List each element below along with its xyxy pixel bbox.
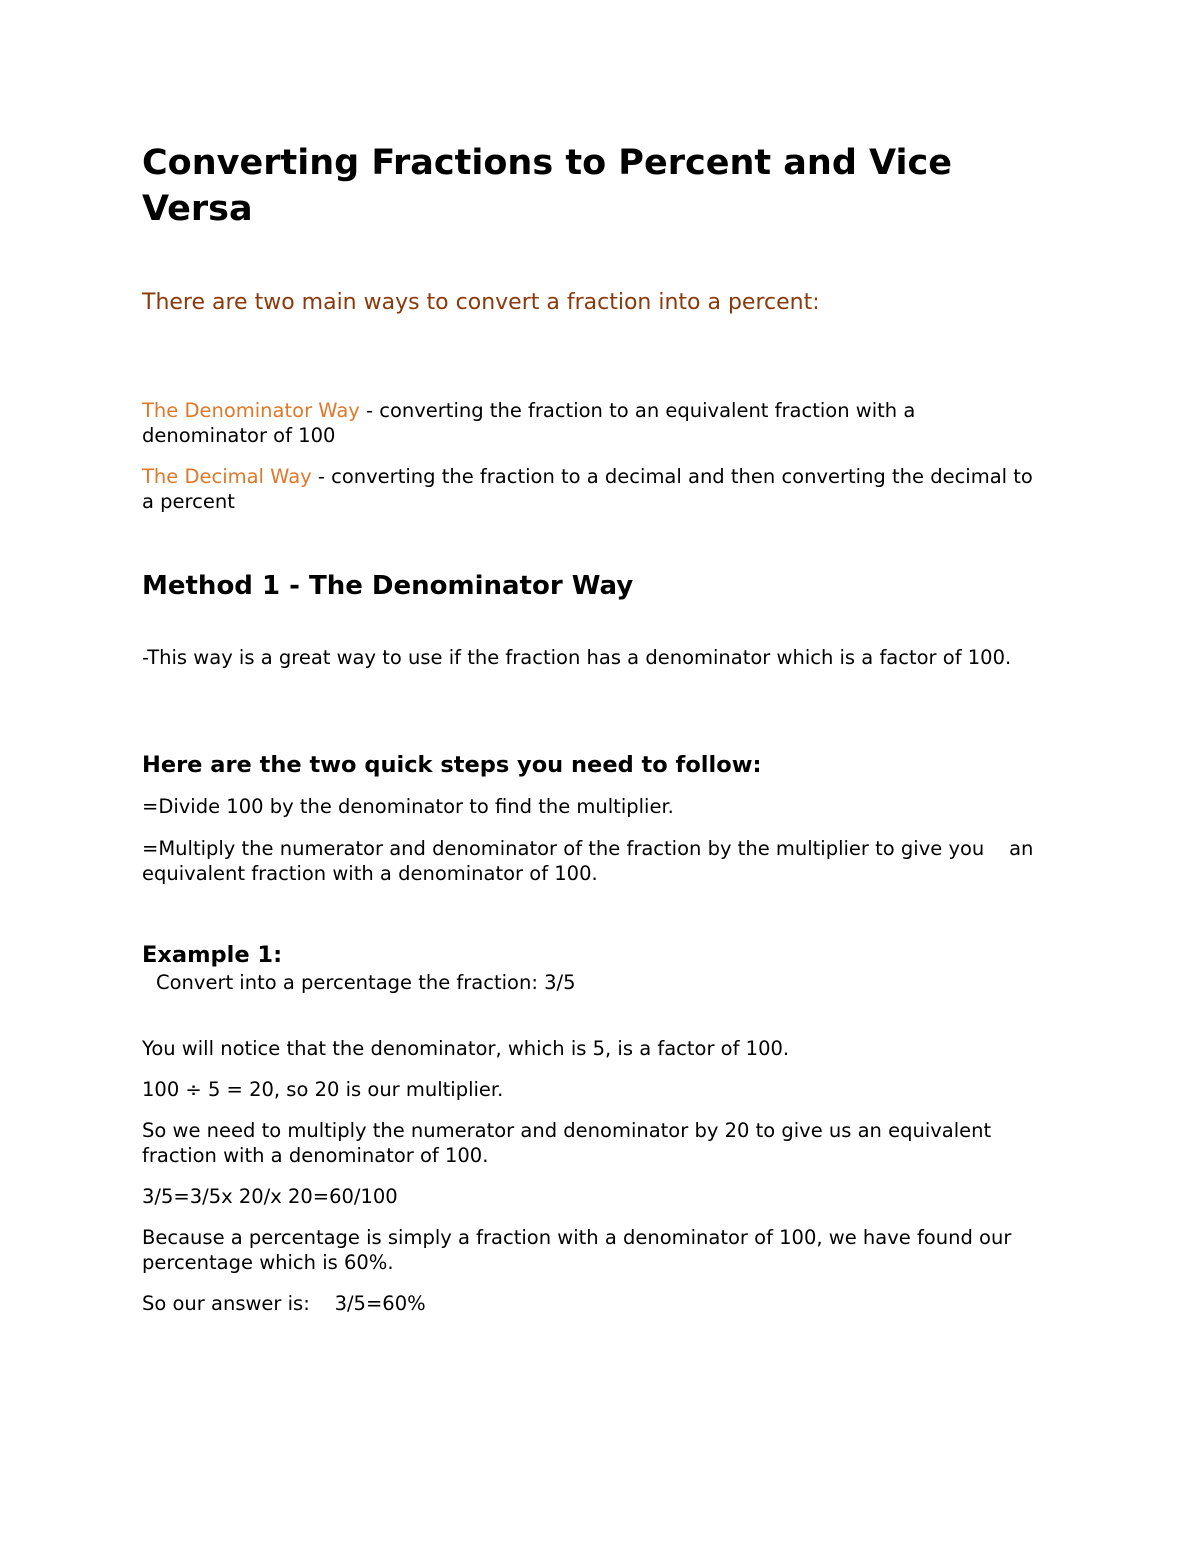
step-2: =Multiply the numerator and denominator of the fraction by the multiplier to give you an equivalent fraction with a denominator of 100. bbox=[142, 837, 1034, 885]
document-title: Converting Fractions to Percent and Vice Versa bbox=[142, 143, 953, 229]
way-denominator-name: The Denominator Way bbox=[142, 399, 360, 422]
example1-answer: So our answer is: 3/5=60% bbox=[142, 1292, 426, 1315]
example1-line-2: 100 ÷ 5 = 20, so 20 is our multiplier. bbox=[142, 1078, 504, 1101]
step-1: =Divide 100 by the denominator to find the multiplier. bbox=[142, 795, 674, 818]
example1-line-4: 3/5=3/5x 20/x 20=60/100 bbox=[142, 1185, 398, 1208]
example1-heading: Example 1: bbox=[142, 942, 283, 968]
steps-heading: Here are the two quick steps you need to follow: bbox=[142, 752, 762, 778]
method1-heading: Method 1 - The Denominator Way bbox=[142, 571, 634, 601]
example1-prompt: Convert into a percentage the fraction: 3/5 bbox=[156, 971, 576, 994]
intro-text: There are two main ways to convert a fraction into a percent: bbox=[142, 290, 820, 315]
example1-line-3: So we need to multiply the numerator and denominator by 20 to give us an equivalent fraction with a denominator of 100. bbox=[142, 1119, 992, 1167]
way-decimal-desc: - converting the fraction to a decimal and then converting the decimal to a percent bbox=[142, 465, 1033, 513]
method1-note: -This way is a great way to use if the fraction has a denominator which is a factor of 100. bbox=[142, 646, 1012, 669]
way-decimal bbox=[142, 464, 1042, 514]
example1-block bbox=[142, 940, 1056, 995]
example1-line-1: You will notice that the denominator, which is 5, is a factor of 100. bbox=[142, 1037, 790, 1060]
way-decimal-name: The Decimal Way bbox=[142, 465, 312, 488]
way-denominator-desc: - converting the fraction to an equivalent fraction with a denominator of 100 bbox=[142, 399, 916, 447]
example1-line-5: Because a percentage is simply a fraction with a denominator of 100, we have found our percentage which is 60%. bbox=[142, 1226, 1012, 1274]
way-denominator bbox=[142, 398, 1042, 448]
